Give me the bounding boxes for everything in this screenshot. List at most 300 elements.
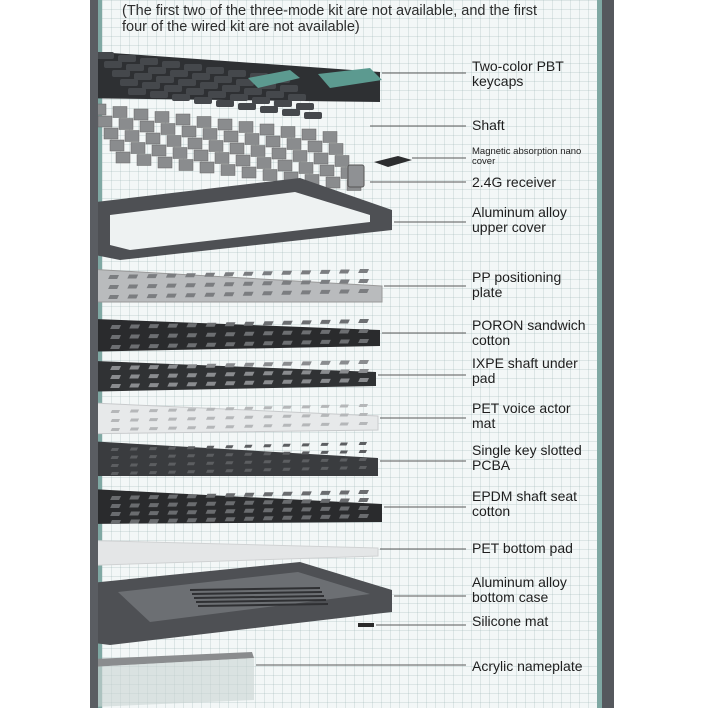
pp-plate-holes-hole <box>243 282 254 286</box>
keycap <box>126 64 144 71</box>
poron-holes-hole <box>282 321 293 325</box>
ixpe-holes-hole <box>263 362 274 366</box>
poron-holes-hole <box>339 330 350 334</box>
pcba-holes-hole <box>301 467 309 470</box>
pp-plate-holes-hole <box>224 292 235 296</box>
ixpe-holes-hole <box>148 383 159 387</box>
label-upper-cover <box>472 205 567 235</box>
keycap <box>96 52 114 59</box>
keycap <box>282 109 300 116</box>
ixpe-holes-hole <box>225 381 236 385</box>
ixpe-holes-hole <box>358 360 369 364</box>
ixpe-holes-hole <box>110 375 121 379</box>
pcba-holes-hole <box>359 466 367 469</box>
pcba-holes-hole <box>263 444 271 447</box>
pcba-holes-hole <box>263 452 271 455</box>
label-line: PCBA <box>472 457 511 473</box>
epdm-holes-hole <box>339 515 350 519</box>
switch <box>194 150 208 161</box>
pp-plate-holes-hole <box>358 279 369 283</box>
poron-holes-hole <box>339 320 350 324</box>
switch <box>125 131 139 142</box>
pcba-holes-hole <box>149 463 157 466</box>
pet-bottom-layer <box>70 540 378 566</box>
epdm-holes-hole <box>282 492 293 496</box>
pcba-holes-hole <box>225 445 233 448</box>
keycap <box>200 82 218 89</box>
epdm-holes-hole <box>358 514 369 518</box>
pet-mat-holes-hole <box>320 423 329 426</box>
epdm-holes-hole <box>244 509 255 513</box>
ixpe-holes-hole <box>225 363 236 367</box>
poron-holes-hole <box>263 331 274 335</box>
pp-plate-holes-hole <box>204 273 215 277</box>
poron-holes-hole <box>148 324 159 328</box>
keycap <box>260 106 278 113</box>
switch <box>326 177 340 188</box>
label-line: 2.4G receiver <box>472 174 557 190</box>
switch <box>224 131 238 142</box>
switch <box>239 122 253 133</box>
keycap <box>266 91 284 98</box>
pcba-holes-hole <box>244 469 252 472</box>
pet-mat-holes-hole <box>206 426 215 429</box>
pcba-holes-hole <box>359 442 367 445</box>
pcba-holes-hole <box>339 443 347 446</box>
label-line: pad <box>472 370 496 386</box>
pp-plate-holes-hole <box>300 270 311 274</box>
switch <box>245 134 259 145</box>
poron-holes-hole <box>320 330 331 334</box>
ixpe-holes-hole <box>263 371 274 375</box>
pet-mat-holes-hole <box>130 410 139 413</box>
keycap <box>230 94 248 101</box>
switch <box>272 148 286 159</box>
layers-group <box>70 50 412 708</box>
pp-plate-holes-hole <box>127 275 138 279</box>
poron-holes-hole <box>263 321 274 325</box>
poron-holes-hole <box>301 320 312 324</box>
poron-holes-hole <box>301 330 312 334</box>
pet-mat-holes-hole <box>301 414 310 417</box>
ixpe-holes-hole <box>339 370 350 374</box>
pp-plate-holes-hole <box>262 281 273 285</box>
epdm-holes-hole <box>148 519 159 523</box>
label-line: PET voice actor <box>472 400 571 416</box>
poron-holes-hole <box>167 334 178 338</box>
pcba-holes-hole <box>149 471 157 474</box>
label-line: PP positioning <box>472 269 562 285</box>
ixpe-holes-hole <box>129 375 140 379</box>
ixpe-holes-hole <box>148 374 159 378</box>
epdm-holes-hole <box>225 493 236 497</box>
pcba-holes-hole <box>168 463 176 466</box>
pet-mat-holes-hole <box>339 414 348 417</box>
pp-plate-holes-hole <box>339 280 350 284</box>
switch <box>176 114 190 125</box>
label-bottom-case <box>472 575 567 605</box>
label-line: Aluminum alloy <box>472 574 567 590</box>
pcba-holes-hole <box>206 454 214 457</box>
ixpe-holes-hole <box>206 364 217 368</box>
epdm-holes-hole <box>263 516 274 520</box>
pcba-holes-hole <box>187 470 195 473</box>
epdm-holes-hole <box>339 491 350 495</box>
pcba-holes-hole <box>282 452 290 455</box>
label-line: Silicone mat <box>472 613 549 629</box>
switch <box>323 132 337 143</box>
poron-holes-hole <box>263 341 274 345</box>
availability-note <box>122 3 592 35</box>
epdm-holes-hole <box>320 491 331 495</box>
switch <box>140 121 154 132</box>
poron-holes-hole <box>282 331 293 335</box>
pcba-holes-hole <box>359 450 367 453</box>
poron-holes-hole <box>186 343 197 347</box>
switch <box>179 160 193 171</box>
pet-mat-holes-hole <box>301 405 310 408</box>
poron-holes-hole <box>206 323 217 327</box>
switch <box>197 117 211 128</box>
poron-holes-hole <box>110 345 121 349</box>
pet-mat-holes-hole <box>187 408 196 411</box>
switch <box>293 151 307 162</box>
poron-holes-hole <box>167 324 178 328</box>
pcba-holes-hole <box>339 451 347 454</box>
label-line: bottom case <box>472 589 549 605</box>
pet-mat-holes-hole <box>359 422 368 425</box>
pet-mat-holes-hole <box>225 407 234 410</box>
pet-mat-holes-hole <box>206 417 215 420</box>
switch <box>329 144 343 155</box>
poron-holes-hole <box>358 319 369 323</box>
pet-mat-holes-hole <box>149 427 158 430</box>
ixpe-holes-hole <box>110 366 121 370</box>
ixpe-holes-hole <box>129 366 140 370</box>
epdm-holes-hole <box>186 510 197 514</box>
label-line: Single key slotted <box>472 442 582 458</box>
pcba-holes-hole <box>168 471 176 474</box>
pcba-holes-hole <box>111 456 119 459</box>
label-epdm-cotton <box>472 489 577 519</box>
ixpe-holes-hole <box>129 384 140 388</box>
switch <box>218 119 232 130</box>
ixpe-holes-hole <box>206 373 217 377</box>
receiver <box>348 165 364 187</box>
keycap <box>244 88 262 95</box>
label-poron-cotton <box>472 318 586 348</box>
pp-plate-holes-hole <box>224 272 235 276</box>
pp-plate-holes-hole <box>108 295 119 299</box>
epdm-holes-hole <box>110 512 121 516</box>
pp-plate-holes-hole <box>147 284 158 288</box>
pp-plate-holes-hole <box>243 292 254 296</box>
epdm-holes-hole <box>320 499 331 503</box>
switch <box>281 127 295 138</box>
ixpe-holes-hole <box>358 378 369 382</box>
pcba-holes-hole <box>149 447 157 450</box>
ixpe-holes-hole <box>206 382 217 386</box>
switch <box>335 156 349 167</box>
epdm-holes-hole <box>148 503 159 507</box>
poron-holes-hole <box>358 329 369 333</box>
ixpe-holes-hole <box>339 361 350 365</box>
keycap <box>128 88 146 95</box>
ixpe-holes-hole <box>244 372 255 376</box>
pp-plate-holes-hole <box>185 283 196 287</box>
pet-mat-holes-hole <box>130 428 139 431</box>
pet-mat-holes-hole <box>282 415 291 418</box>
switch <box>161 124 175 135</box>
pet-mat-holes-hole <box>111 419 120 422</box>
keycap <box>186 88 204 95</box>
label-line: Two-color PBT <box>472 58 564 74</box>
pp-plate-holes-hole <box>339 270 350 274</box>
pcba-holes-hole <box>339 467 347 470</box>
pp-plate-holes-hole <box>185 273 196 277</box>
ixpe-holes-hole <box>244 381 255 385</box>
keycap <box>238 103 256 110</box>
epdm-holes-hole <box>110 520 121 524</box>
poron-holes-hole <box>129 325 140 329</box>
epdm-holes-hole <box>358 498 369 502</box>
switch <box>236 155 250 166</box>
pet-mat-holes-hole <box>244 425 253 428</box>
epdm-holes-hole <box>263 500 274 504</box>
pet-mat-holes-hole <box>187 417 196 420</box>
switch <box>104 128 118 139</box>
ixpe-holes-hole <box>301 361 312 365</box>
pet-mat-holes-hole <box>359 413 368 416</box>
epdm-holes-hole <box>301 491 312 495</box>
epdm-holes-hole <box>263 492 274 496</box>
pcba-holes-hole <box>320 467 328 470</box>
label-line: keycaps <box>472 73 524 89</box>
keycap <box>216 100 234 107</box>
pet-mat-holes-hole <box>282 424 291 427</box>
ixpe-holes-hole <box>301 379 312 383</box>
poron-holes-hole <box>358 339 369 343</box>
pcba-holes-hole <box>187 462 195 465</box>
pcba-holes-hole <box>130 456 138 459</box>
ixpe-holes-hole <box>263 380 274 384</box>
ixpe-holes-hole <box>282 371 293 375</box>
pp-plate-holes-hole <box>262 291 273 295</box>
keycap <box>164 85 182 92</box>
switch <box>260 124 274 135</box>
epdm-holes-hole <box>186 494 197 498</box>
keycap <box>134 73 152 80</box>
label-silicone-mat <box>472 614 548 629</box>
pet-mat-holes-hole <box>206 408 215 411</box>
pcba-holes-hole <box>320 451 328 454</box>
pp-plate-holes-hole <box>127 285 138 289</box>
epdm-holes-hole <box>320 507 331 511</box>
pp-plate-holes-hole <box>358 289 369 293</box>
keycap <box>208 91 226 98</box>
poron-holes-hole <box>110 325 121 329</box>
pcba-holes-hole <box>149 455 157 458</box>
keycap <box>142 82 160 89</box>
switch <box>230 143 244 154</box>
pet-mat-holes-hole <box>111 410 120 413</box>
pet-mat-holes-hole <box>130 419 139 422</box>
poron-holes-hole <box>110 335 121 339</box>
ixpe-holes-hole <box>282 362 293 366</box>
nameplate-reflection <box>70 658 254 708</box>
pcba-holes-hole <box>282 468 290 471</box>
poron-holes-hole <box>244 342 255 346</box>
pp-plate-holes-hole <box>147 294 158 298</box>
note-line-2: four of the wired kit are not available) <box>122 19 360 35</box>
switch <box>155 112 169 123</box>
epdm-holes-hole <box>110 504 121 508</box>
switch <box>263 170 277 181</box>
pet-mat-holes-hole <box>263 415 272 418</box>
label-line: EPDM shaft seat <box>472 488 578 504</box>
keycap <box>184 64 202 71</box>
ixpe-holes-hole <box>301 370 312 374</box>
label-line: upper cover <box>472 219 546 235</box>
keycap <box>222 85 240 92</box>
pcba-holes-hole <box>225 461 233 464</box>
epdm-holes-hole <box>301 507 312 511</box>
ixpe-holes-hole <box>320 370 331 374</box>
silicone-mat <box>358 623 374 627</box>
label-line: mat <box>472 415 496 431</box>
pp-plate-holes-hole <box>147 274 158 278</box>
epdm-holes-hole <box>282 500 293 504</box>
pcba-holes-hole <box>168 447 176 450</box>
ixpe-holes-hole <box>110 384 121 388</box>
pet-mat-holes-hole <box>149 409 158 412</box>
keycap <box>252 97 270 104</box>
epdm-holes-hole <box>129 512 140 516</box>
pcba-holes-hole <box>263 460 271 463</box>
pcba-holes-hole <box>282 444 290 447</box>
keycap <box>178 79 196 86</box>
pp-plate-holes-hole <box>204 283 215 287</box>
switch <box>242 167 256 178</box>
keycap <box>280 85 298 92</box>
pet-mat-holes-hole <box>301 423 310 426</box>
pcba-holes-hole <box>225 453 233 456</box>
keycap <box>304 112 322 119</box>
pet-mat-holes-hole <box>225 425 234 428</box>
pcba-holes-hole <box>130 472 138 475</box>
switch <box>188 138 202 149</box>
ixpe-holes-hole <box>282 380 293 384</box>
epdm-holes-hole <box>148 495 159 499</box>
keycap <box>214 76 232 83</box>
pp-plate-holes-hole <box>243 272 254 276</box>
pp-plate-holes-hole <box>224 282 235 286</box>
switch <box>167 136 181 147</box>
pcba-holes-hole <box>359 458 367 461</box>
keycap <box>156 76 174 83</box>
ixpe-holes-hole <box>225 372 236 376</box>
label-pet-mat <box>472 401 571 431</box>
ixpe-holes-hole <box>167 365 178 369</box>
keycap <box>140 58 158 65</box>
pet-mat-holes-hole <box>111 428 120 431</box>
epdm-holes-hole <box>129 520 140 524</box>
epdm-holes-hole <box>244 517 255 521</box>
label-ixpe-pad <box>472 356 578 386</box>
pcba-holes-hole <box>301 451 309 454</box>
switch <box>92 104 106 115</box>
epdm-holes-hole <box>129 496 140 500</box>
pcba-holes-hole <box>206 462 214 465</box>
switch <box>182 126 196 137</box>
switch <box>314 153 328 164</box>
label-line: IXPE shaft under <box>472 355 578 371</box>
label-pet-bottom-pad <box>472 541 573 556</box>
ixpe-holes-hole <box>339 379 350 383</box>
label-line: cover <box>472 156 496 167</box>
label-line: cotton <box>472 503 511 519</box>
ixpe-holes-hole <box>244 363 255 367</box>
magnetic-cover <box>374 156 412 167</box>
label-magnetic-cover <box>472 147 581 167</box>
pp-plate-holes-hole <box>358 269 369 273</box>
poron-holes-hole <box>301 340 312 344</box>
switch <box>152 145 166 156</box>
label-line: cotton <box>472 332 511 348</box>
switch <box>119 119 133 130</box>
label-keycaps <box>472 59 564 89</box>
poron-holes-hole <box>129 335 140 339</box>
pcba-holes-hole <box>130 448 138 451</box>
label-line: PET bottom pad <box>472 540 573 556</box>
epdm-holes-hole <box>301 499 312 503</box>
keycap <box>170 70 188 77</box>
keycap <box>228 70 246 77</box>
switch <box>146 133 160 144</box>
pet-mat-holes-hole <box>263 424 272 427</box>
epdm-holes-hole <box>186 518 197 522</box>
pp-plate-holes-hole <box>281 271 292 275</box>
pp-plate-holes-hole <box>320 270 331 274</box>
keycap <box>192 73 210 80</box>
epdm-holes-hole <box>167 519 178 523</box>
label-line: Aluminum alloy <box>472 204 567 220</box>
epdm-holes-hole <box>339 507 350 511</box>
epdm-holes-hole <box>244 501 255 505</box>
switch <box>257 158 271 169</box>
pcba-holes-hole <box>339 459 347 462</box>
pp-plate-holes-hole <box>300 280 311 284</box>
epdm-holes-hole <box>206 502 217 506</box>
pcba-holes-hole <box>111 448 119 451</box>
pp-plate-holes-hole <box>166 294 177 298</box>
epdm-holes-hole <box>263 508 274 512</box>
switch <box>287 139 301 150</box>
ixpe-holes-hole <box>186 382 197 386</box>
switch <box>131 143 145 154</box>
poron-holes-hole <box>320 340 331 344</box>
pp-plate-holes-hole <box>300 290 311 294</box>
pp-plate-holes-hole <box>281 281 292 285</box>
label-line: plate <box>472 284 503 300</box>
ixpe-holes-hole <box>320 379 331 383</box>
poron-holes-hole <box>148 344 159 348</box>
label-line: Shaft <box>472 117 505 133</box>
epdm-holes-hole <box>244 493 255 497</box>
switch <box>200 162 214 173</box>
pet-mat-holes-hole <box>168 409 177 412</box>
pcba-holes-hole <box>187 454 195 457</box>
